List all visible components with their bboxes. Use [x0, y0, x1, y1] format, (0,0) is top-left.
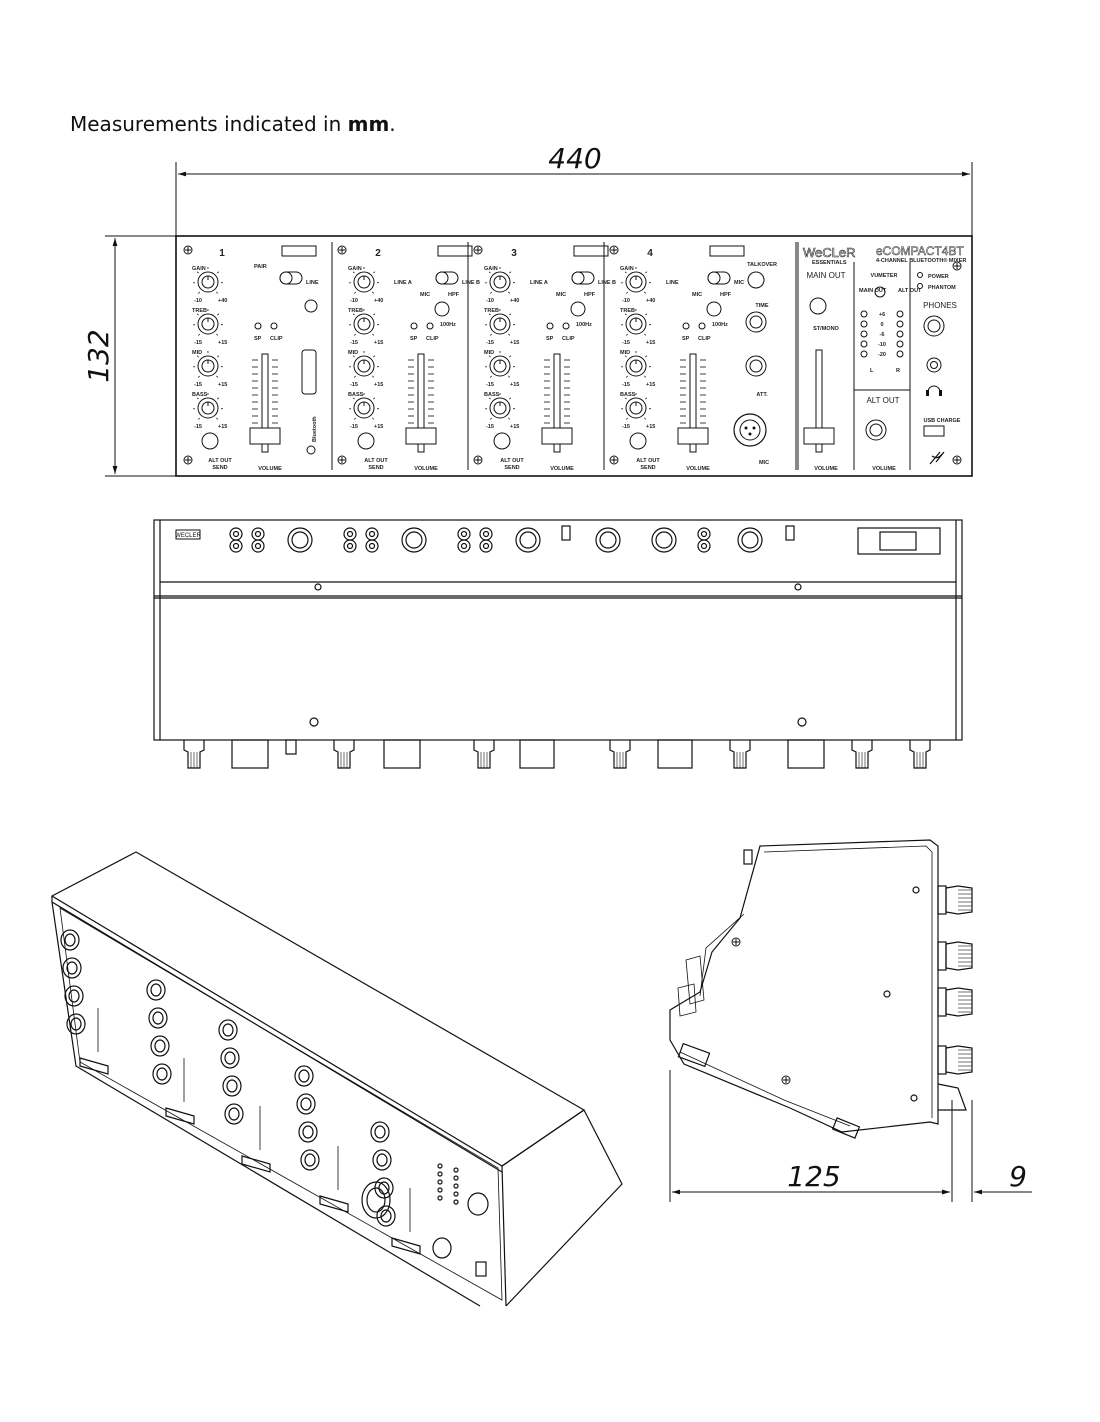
iso-knob — [377, 1206, 395, 1226]
model-name: eCOMPACT4BT — [876, 244, 964, 258]
vu-meter-label: VUMETER — [870, 273, 898, 279]
alt-out-label: ALT OUT — [636, 458, 660, 464]
rca-jack — [480, 540, 492, 552]
rca-jack — [344, 540, 356, 552]
knob-range-high: +15 — [510, 424, 520, 430]
xlr-jack-inner — [742, 532, 758, 548]
rca-jack — [366, 540, 378, 552]
iso-fader — [320, 1196, 348, 1212]
alt-out-label: ALT OUT — [208, 458, 232, 464]
hpf-label: HPF — [720, 292, 731, 298]
channel-number: 4 — [647, 248, 653, 259]
rca-jack-pin — [370, 532, 375, 537]
bluetooth-label: Bluetooth — [312, 416, 318, 442]
channel-fader-cap[interactable] — [250, 428, 280, 444]
knob-range-low: -15 — [194, 424, 202, 430]
depth-dimension-label: 125 — [787, 1160, 841, 1193]
knob-range-low: -15 — [622, 424, 630, 430]
rear-badge-label: WECLER — [175, 533, 201, 539]
rca-jack-pin — [702, 532, 707, 537]
rca-jack-pin — [348, 544, 353, 549]
send-label: SEND — [504, 465, 520, 471]
source-a-label: PAIR — [254, 264, 267, 270]
knob-label: MID — [620, 350, 631, 356]
rca-jack — [458, 528, 470, 540]
rca-jack — [230, 528, 242, 540]
knob-range-low: -15 — [486, 424, 494, 430]
rca-jack — [480, 528, 492, 540]
knob-range-high: +40 — [374, 298, 384, 304]
knob-range-low: -15 — [622, 340, 630, 346]
source-a-label: LINE A — [530, 280, 548, 286]
send-label: SEND — [368, 465, 384, 471]
clip-label: CLIP — [562, 336, 575, 342]
knob-label: BASS — [484, 392, 500, 398]
alt-volume-label: VOLUME — [872, 466, 896, 472]
main-volume-label: VOLUME — [814, 466, 838, 472]
power-label: POWER — [928, 274, 949, 280]
knob-label: TREB — [620, 308, 635, 314]
iso-fader — [80, 1058, 108, 1074]
iso-knob — [295, 1066, 313, 1086]
knob-range-high: +15 — [218, 424, 228, 430]
channel-number: 2 — [375, 248, 381, 259]
knob-range-high: +15 — [646, 340, 656, 346]
alt-out-section-label: ALT OUT — [866, 396, 900, 405]
sp-label: SP — [410, 336, 418, 342]
knob-range-low: -10 — [350, 298, 358, 304]
rca-jack — [698, 540, 710, 552]
iso-knob — [301, 1150, 319, 1170]
height-dimension-label: 132 — [82, 329, 115, 383]
rca-jack — [698, 528, 710, 540]
source-b-label: LINE B — [462, 280, 481, 286]
caption-suffix: . — [389, 112, 396, 136]
knob-range-high: +15 — [218, 382, 228, 388]
knob-range-high: +40 — [510, 298, 520, 304]
mic-label: MIC — [556, 292, 567, 298]
vu-scale-label: -20 — [878, 352, 886, 358]
vu-scale-label: -6 — [879, 332, 885, 338]
phones-label: PHONES — [923, 301, 957, 310]
send-label: SEND — [640, 465, 656, 471]
rca-jack-pin — [702, 544, 707, 549]
volume-label: VOLUME — [414, 466, 438, 472]
knob-label: GAIN — [348, 266, 362, 272]
knob-range-low: -15 — [350, 340, 358, 346]
knob-range-low: -15 — [486, 382, 494, 388]
rca-jack-pin — [234, 544, 239, 549]
knob-range-low: -10 — [486, 298, 494, 304]
iso-knob — [223, 1076, 241, 1096]
sp-label: SP — [254, 336, 262, 342]
knob-label: BASS — [192, 392, 208, 398]
hpf-label: HPF — [448, 292, 459, 298]
knob-range-low: -15 — [194, 340, 202, 346]
iso-knob — [225, 1104, 243, 1124]
knob-range-low: -15 — [350, 424, 358, 430]
volume-label: VOLUME — [550, 466, 574, 472]
main-out-label: MAIN OUT — [806, 271, 846, 280]
iso-knob — [299, 1122, 317, 1142]
caption-unit: mm — [347, 112, 390, 136]
iso-knob — [151, 1036, 169, 1056]
source-a-label: LINE — [666, 280, 679, 286]
knob-range-high: +40 — [646, 298, 656, 304]
rca-jack — [252, 528, 264, 540]
source-b-label: MIC — [734, 280, 745, 286]
vu-main-label: MAIN OUT — [859, 288, 887, 294]
knob-label: TREB — [484, 308, 499, 314]
caption-prefix: Measurements indicated in — [70, 112, 348, 136]
rca-jack — [252, 540, 264, 552]
knob-label: MID — [484, 350, 495, 356]
alt-out-label: ALT OUT — [500, 458, 524, 464]
height-dimension — [105, 236, 178, 476]
iso-knob — [297, 1094, 315, 1114]
channel-fader-cap[interactable] — [678, 428, 708, 444]
mic-label: MIC — [692, 292, 703, 298]
vu-alt-label: ALT OUT — [898, 288, 922, 294]
rca-jack-pin — [256, 532, 261, 537]
iso-knob — [63, 958, 81, 978]
rca-jack-pin — [234, 532, 239, 537]
iso-knob — [61, 930, 79, 950]
xlr-jack-inner — [292, 532, 308, 548]
rca-jack — [230, 540, 242, 552]
rca-jack-pin — [348, 532, 353, 537]
channel-number: 1 — [219, 248, 225, 259]
mic-in-label: MIC — [758, 460, 770, 466]
knob-range-high: +15 — [374, 340, 384, 346]
rca-jack — [366, 528, 378, 540]
main-fader-cap[interactable] — [804, 428, 834, 444]
xlr-jack-inner — [600, 532, 616, 548]
knob-label: GAIN — [192, 266, 206, 272]
vu-scale-label: -10 — [878, 342, 886, 348]
xlr-jack-inner — [406, 532, 422, 548]
iso-knob — [153, 1064, 171, 1084]
rca-jack-pin — [256, 544, 261, 549]
front-panel — [176, 236, 972, 476]
knob-label: MID — [192, 350, 203, 356]
knob-range-high: +15 — [510, 382, 520, 388]
iso-knob — [373, 1150, 391, 1170]
knob-range-low: -15 — [350, 382, 358, 388]
iso-knob — [221, 1048, 239, 1068]
source-b-label: LINE B — [598, 280, 617, 286]
time-label: TIME — [755, 303, 769, 309]
att-label: ATT. — [756, 392, 768, 398]
knob-range-high: +15 — [646, 382, 656, 388]
sp-label: SP — [546, 336, 554, 342]
sp-label: SP — [682, 336, 690, 342]
rca-jack-pin — [484, 544, 489, 549]
iso-knob — [147, 980, 165, 1000]
knob-depth-dimension-label: 9 — [1009, 1160, 1027, 1193]
knob-label: GAIN — [620, 266, 634, 272]
rca-jack-pin — [462, 544, 467, 549]
volume-label: VOLUME — [686, 466, 710, 472]
iso-knob — [219, 1020, 237, 1040]
hpf-freq-label: 100Hz — [440, 322, 456, 328]
phantom-label: PHANTOM — [928, 285, 956, 291]
knob-range-high: +15 — [646, 424, 656, 430]
iso-knob — [371, 1122, 389, 1142]
knob-label: TREB — [348, 308, 363, 314]
clip-label: CLIP — [426, 336, 439, 342]
vu-scale-label: 0 — [880, 322, 884, 328]
xlr-jack-inner — [656, 532, 672, 548]
rear-switch — [786, 526, 794, 540]
width-dimension-label: 440 — [548, 142, 602, 175]
rca-jack-pin — [484, 532, 489, 537]
rear-switch — [562, 526, 570, 540]
side-view — [670, 840, 972, 1138]
iso-knob — [149, 1008, 167, 1028]
vu-scale-label: +6 — [878, 312, 886, 318]
rca-jack — [344, 528, 356, 540]
rca-jack-pin — [370, 544, 375, 549]
rear-view-knobs — [184, 740, 930, 768]
knob-range-high: +15 — [374, 424, 384, 430]
channel-fader-cap[interactable] — [542, 428, 572, 444]
brand-sub: ESSENTIALS — [812, 260, 847, 266]
clip-label: CLIP — [270, 336, 283, 342]
vu-r-label: R — [896, 368, 900, 374]
st-mono-label: ST/MONO — [813, 326, 839, 332]
isometric-view — [52, 852, 622, 1306]
knob-label: BASS — [620, 392, 636, 398]
iso-fader — [242, 1156, 270, 1172]
mic-label: MIC — [420, 292, 431, 298]
brand-logo: WeCLeR — [803, 245, 856, 260]
knob-label: MID — [348, 350, 359, 356]
hpf-label: HPF — [584, 292, 595, 298]
knob-range-high: +15 — [218, 340, 228, 346]
clip-label: CLIP — [698, 336, 711, 342]
channel-fader-cap[interactable] — [406, 428, 436, 444]
rear-view — [154, 520, 962, 740]
talkover-label: TALKOVER — [747, 262, 777, 268]
usb-charge-label: USB CHARGE — [923, 418, 961, 424]
hpf-freq-label: 100Hz — [712, 322, 728, 328]
source-a-label: LINE A — [394, 280, 412, 286]
knob-label: GAIN — [484, 266, 498, 272]
vu-l-label: L — [870, 368, 874, 374]
source-b-label: LINE — [306, 280, 319, 286]
knob-label: BASS — [348, 392, 364, 398]
rca-jack — [458, 540, 470, 552]
knob-range-low: -10 — [622, 298, 630, 304]
knob-range-low: -15 — [194, 382, 202, 388]
hpf-freq-label: 100Hz — [576, 322, 592, 328]
alt-out-label: ALT OUT — [364, 458, 388, 464]
model-sub: 4-CHANNEL BLUETOOTH® MIXER — [876, 258, 967, 264]
send-label: SEND — [212, 465, 228, 471]
knob-range-high: +15 — [510, 340, 520, 346]
knob-range-high: +40 — [218, 298, 228, 304]
iso-knob — [65, 986, 83, 1006]
knob-range-low: -15 — [622, 382, 630, 388]
knob-range-high: +15 — [374, 382, 384, 388]
volume-label: VOLUME — [258, 466, 282, 472]
xlr-jack-inner — [520, 532, 536, 548]
channel-number: 3 — [511, 248, 517, 259]
knob-range-low: -15 — [486, 340, 494, 346]
knob-range-low: -10 — [194, 298, 202, 304]
knob-label: TREB — [192, 308, 207, 314]
rca-jack-pin — [462, 532, 467, 537]
